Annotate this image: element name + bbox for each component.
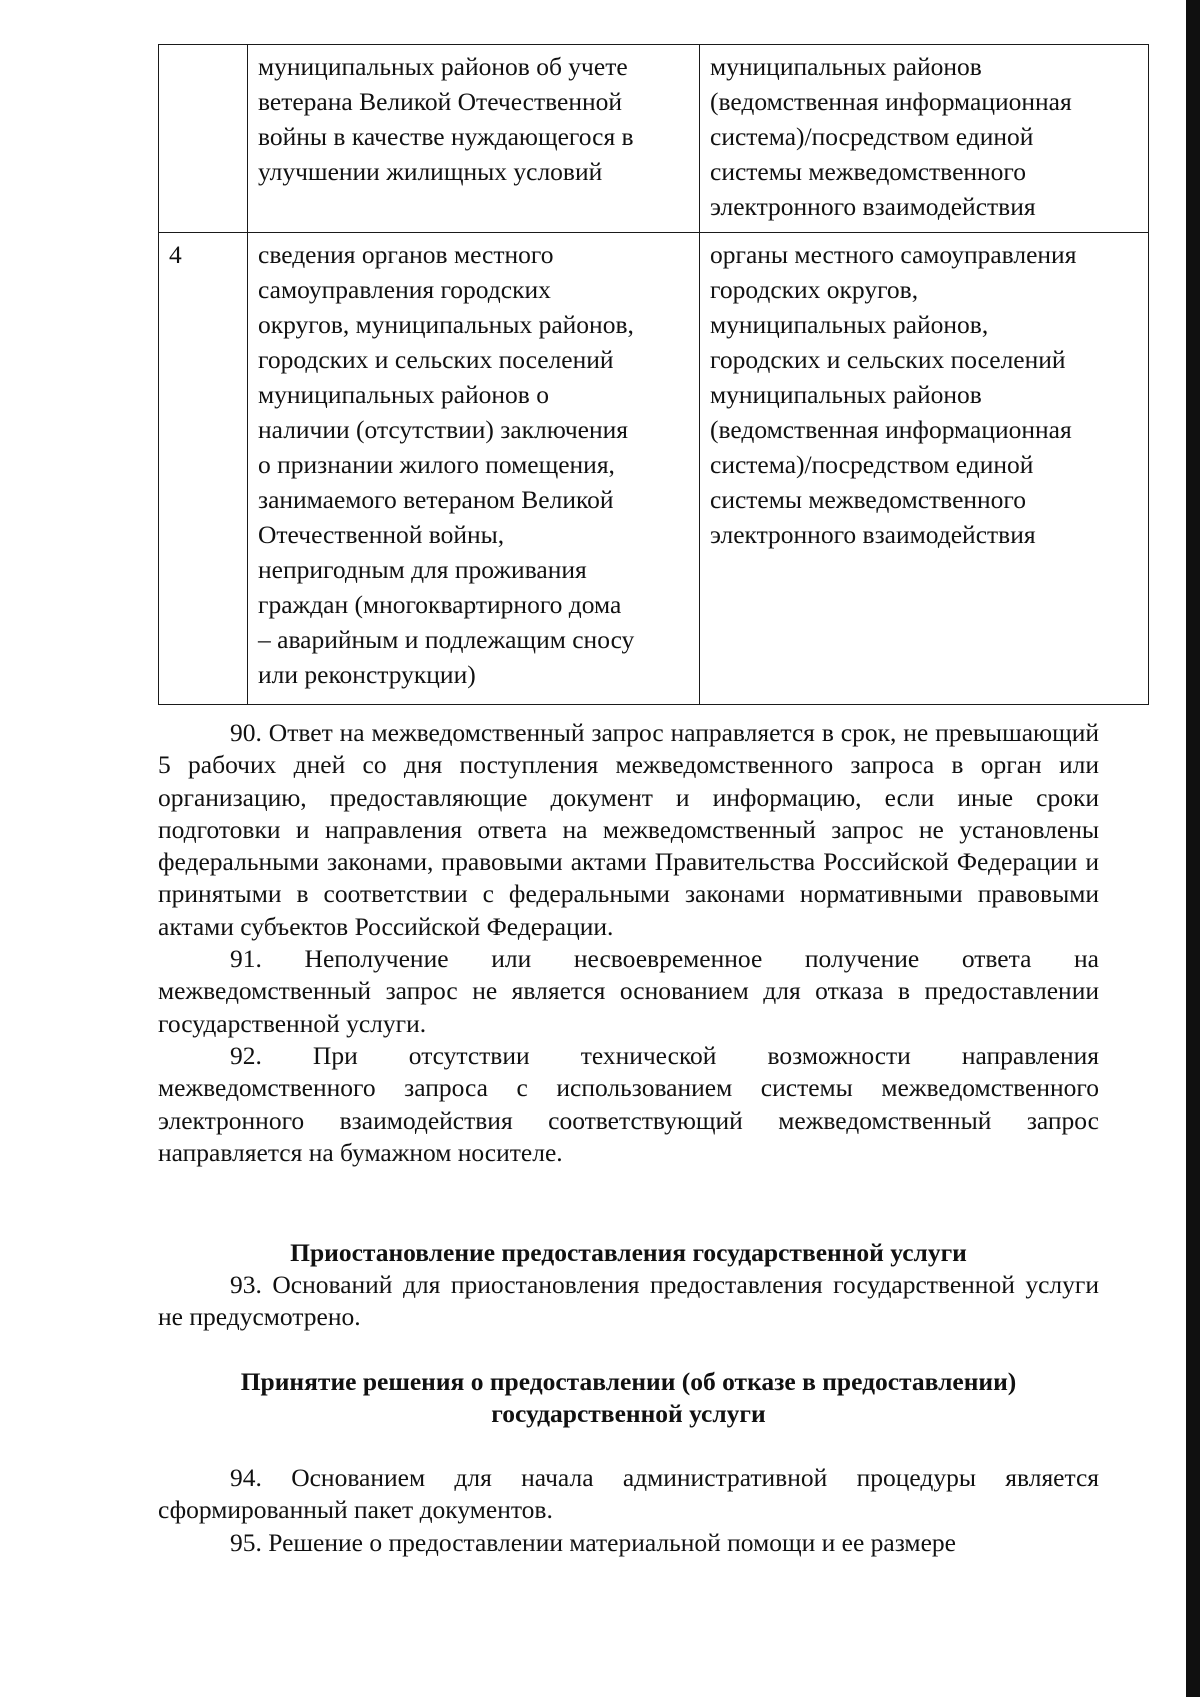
row-number bbox=[159, 45, 248, 233]
paragraphs-block-2 bbox=[158, 1269, 1099, 1334]
source-cell: муниципальных районов (ведомственная информационная система)/посредством единой системы межведомственного электронного взаимодействия bbox=[700, 45, 1149, 233]
paragraph-95: 95. Решение о предоставлении материальной помощи и ее размере bbox=[230, 1527, 956, 1557]
section-heading-decision bbox=[158, 1366, 1099, 1430]
paragraph-93: 93. Оснований для приостановления предоставления государственной услуги не предусмотрено. bbox=[158, 1270, 1099, 1332]
paragraph-92: 92. При отсутствии технической возможности направления межведомственного запроса с использованием системы межведомственного электронного взаимодействия соответствующий межведомственный запрос направляется на бумажном носителе. bbox=[158, 1040, 1099, 1167]
section-heading-decision-line1: Принятие решения о предоставлении (об отказе в предоставлении) bbox=[240, 1367, 1017, 1396]
paragraph-90: 90. Ответ на межведомственный запрос направляется в срок, не превышающий 5 рабочих дней со дня поступления межведомственного запроса в орган или организацию, предоставляющие документ и информацию, если иные сроки подготовки и направления ответа на межведомственный запрос не установлены федеральными законами, правовыми актами Правительства Российской Федерации и принятыми в соответствии с федеральными законами нормативными правовыми актами субъектов Российской Федерации. bbox=[158, 718, 1099, 941]
row-number: 4 bbox=[159, 233, 248, 705]
section-heading-decision-line2: государственной услуги bbox=[491, 1399, 766, 1428]
documents-table bbox=[158, 44, 1149, 705]
paragraph-91: 91. Неполучение или несвоевременное получение ответа на межведомственный запрос не является основанием для отказа в предоставлении государственной услуги. bbox=[158, 944, 1099, 1038]
table-row bbox=[159, 45, 1149, 233]
info-cell: муниципальных районов об учете ветерана Великой Отечественной войны в качестве нуждающегося в улучшении жилищных условий bbox=[248, 45, 700, 233]
scan-border bbox=[1186, 0, 1200, 1697]
paragraph-94: 94. Основанием для начала административной процедуры является сформированный пакет документов. bbox=[158, 1463, 1099, 1525]
source-cell: органы местного самоуправления городских округов, муниципальных районов, городских и сельских поселений муниципальных районов (ведомственная информационная система)/посредством единой системы межведомственного электронного взаимодействия bbox=[700, 233, 1149, 705]
table-row bbox=[159, 233, 1149, 705]
section-heading-suspension: Приостановление предоставления государственной услуги bbox=[290, 1238, 967, 1267]
paragraphs-block-3 bbox=[158, 1462, 1099, 1559]
paragraphs-block-1 bbox=[158, 717, 1099, 1169]
info-cell: сведения органов местного самоуправления городских округов, муниципальных районов, городских и сельских поселений муниципальных районов о наличии (отсутствии) заключения о признании жилого помещения, занимаемого ветераном Великой Отечественной войны, непригодным для проживания граждан (многоквартирного дома – аварийным и подлежащим сносу или реконструкции) bbox=[248, 233, 700, 705]
